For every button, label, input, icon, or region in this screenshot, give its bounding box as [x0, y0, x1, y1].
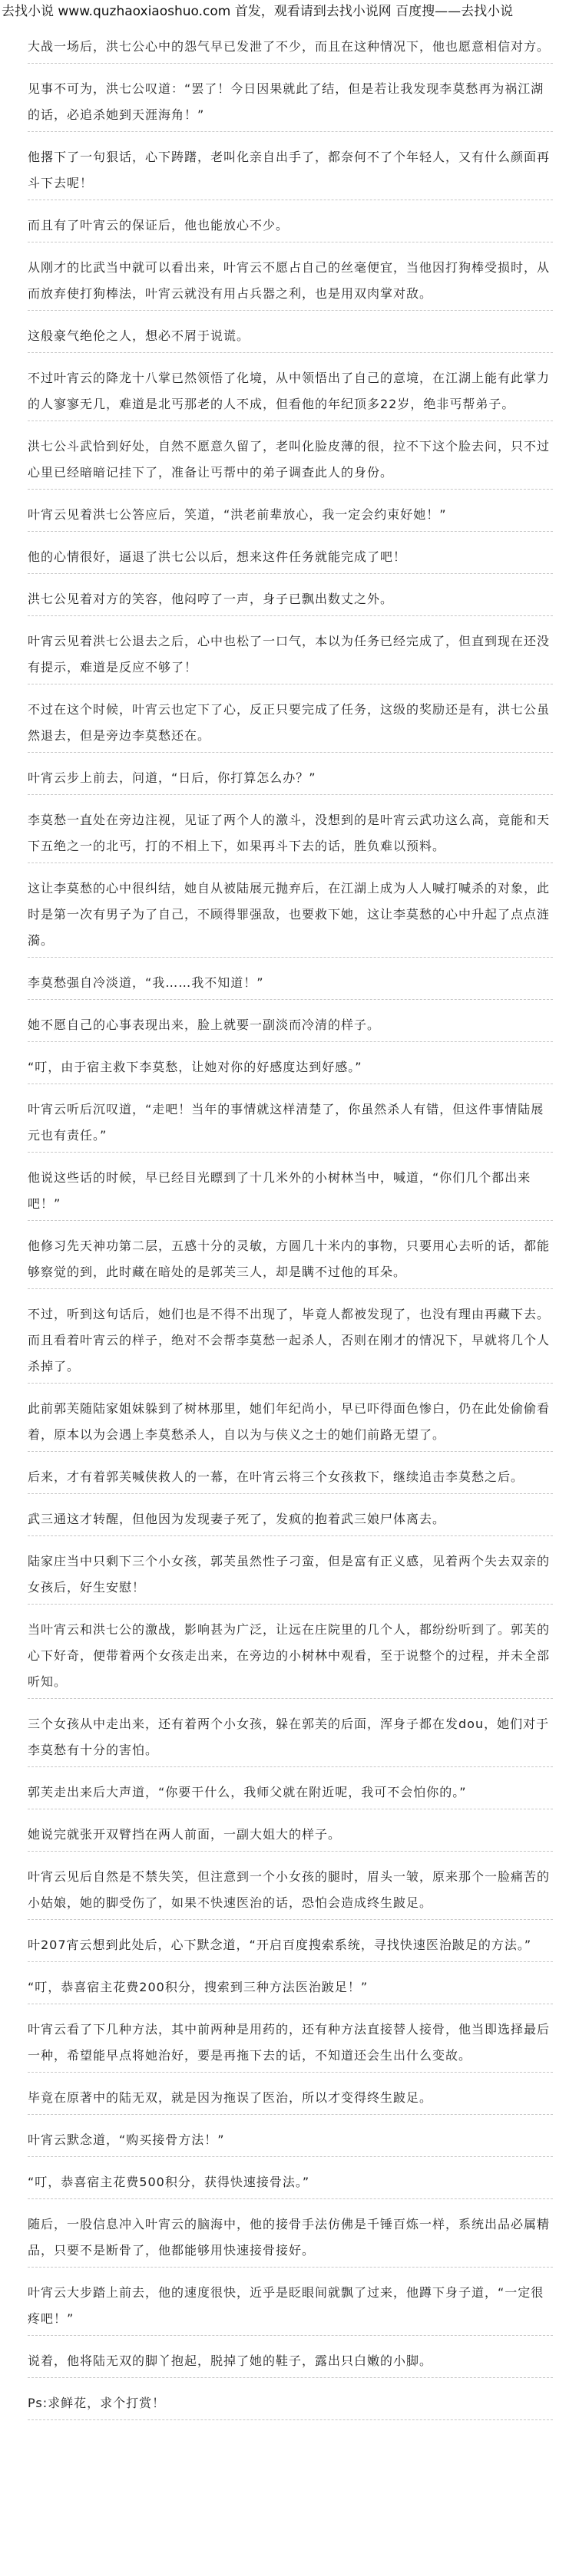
- paragraph: 她不愿自己的心事表现出来，脸上就要一副淡而冷清的样子。: [28, 1012, 553, 1042]
- paragraph: 后来，才有着郭芙喊侠救人的一幕，在叶宵云将三个女孩救下，继续追击李莫愁之后。: [28, 1464, 553, 1494]
- paragraph: 叶宵云听后沉叹道，“走吧！当年的事情就这样清楚了，你虽然杀人有错，但这件事情陆展元也有责任。”: [28, 1097, 553, 1153]
- paragraph: 叶宵云大步踏上前去，他的速度很快，近乎是眨眼间就飘了过来，他蹲下身子道，“一定很疼吧！”: [28, 2280, 553, 2336]
- site-banner: 去找小说 www.quzhaoxiaoshuo.com 首发，观看请到去找小说网 百度搜——去找小说: [2, 4, 514, 19]
- paragraph: 叶宵云默念道，“购买接骨方法！”: [28, 2127, 553, 2157]
- paragraph: 这让李莫愁的心中很纠结，她自从被陆展元抛弃后，在江湖上成为人人喊打喊杀的对象，此时是第一次有男子为了自己，不顾得罪强敌，也要救下她，这让李莫愁的心中升起了点点涟漪。: [28, 876, 553, 958]
- paragraph: 他撂下了一句狠话，心下踌躇，老叫化亲自出手了，都奈何不了个年轻人，又有什么颜面再斗下去呢！: [28, 144, 553, 200]
- paragraph: 当叶宵云和洪七公的激战，影响甚为广泛，让远在庄院里的几个人，都纷纷听到了。郭芙的心下好奇，便带着两个女孩走出来，在旁边的小树林中观看，至于说整个的过程，并未全部听知。: [28, 1617, 553, 1699]
- paragraph: 李莫愁一直处在旁边注视，见证了两个人的激斗，没想到的是叶宵云武功这么高，竟能和天下五绝之一的北丐，打的不相上下，如果再斗下去的话，胜负难以预料。: [28, 807, 553, 863]
- paragraph: “叮，恭喜宿主花费500积分，获得快速接骨法。”: [28, 2169, 553, 2199]
- paragraph: 李莫愁强自冷淡道，“我……我不知道！”: [28, 970, 553, 1000]
- author-note: Ps:求鲜花，求个打赏！: [28, 2390, 553, 2420]
- paragraph: 说着，他将陆无双的脚丫抱起，脱掉了她的鞋子，露出只白嫩的小脚。: [28, 2348, 553, 2378]
- paragraph: 毕竟在原著中的陆无双，就是因为拖误了医治，所以才变得终生跛足。: [28, 2085, 553, 2115]
- paragraph: 随后，一股信息冲入叶宵云的脑海中，他的接骨手法仿佛是千锤百炼一样，系统出品必属精品，只要不是断骨了，他都能够用快速接骨接好。: [28, 2212, 553, 2268]
- paragraph: 陆家庄当中只剩下三个小女孩，郭芙虽然性子刁蛮，但是富有正义感，见着两个失去双亲的女孩后，好生安慰！: [28, 1549, 553, 1605]
- paragraph: 三个女孩从中走出来，还有着两个小女孩，躲在郭芙的后面，浑身子都在发dou，她们对于李莫愁有十分的害怕。: [28, 1711, 553, 1767]
- paragraph: 大战一场后，洪七公心中的怨气早已发泄了不少，而且在这种情况下，他也愿意相信对方。: [28, 34, 553, 64]
- paragraph: “叮，恭喜宿主花费200积分，搜索到三种方法医治跛足！”: [28, 1974, 553, 2004]
- paragraph: 叶宵云见着洪七公答应后，笑道，“洪老前辈放心，我一定会约束好她！”: [28, 502, 553, 532]
- paragraph: 他修习先天神功第二层，五感十分的灵敏，方圆几十米内的事物，只要用心去听的话，都能够察觉的到，此时藏在暗处的是郭芙三人，却是瞒不过他的耳朵。: [28, 1233, 553, 1289]
- paragraph: 不过叶宵云的降龙十八掌已然领悟了化境，从中领悟出了自己的意境，在江湖上能有此掌力的人寥寥无几，难道是北丐那老的人不成，但看他的年纪顶多22岁，绝非丐帮弟子。: [28, 365, 553, 421]
- paragraph: 见事不可为，洪七公叹道：“罢了！今日因果就此了结，但是若让我发现李莫愁再为祸江湖的话，必追杀她到天涯海角！”: [28, 76, 553, 132]
- paragraph: 叶宵云看了下几种方法，其中前两种是用药的，还有种方法直接替人接骨，他当即选择最后一种，希望能早点将她治好，要是再拖下去的话，不知道还会生出什么变故。: [28, 2017, 553, 2073]
- paragraph: 从刚才的比武当中就可以看出来，叶宵云不愿占自己的丝毫便宜，当他因打狗棒受损时，从而放弃使打狗棒法，叶宵云就没有用占兵器之利，也是用双肉掌对敌。: [28, 255, 553, 311]
- chapter-text: [0, 23, 579, 2420]
- paragraph: 武三通这才转醒，但他因为发现妻子死了，发疯的抱着武三娘尸体离去。: [28, 1506, 553, 1536]
- paragraph: 她说完就张开双臂挡在两人前面，一副大姐大的样子。: [28, 1822, 553, 1852]
- paragraph: 不过在这个时候，叶宵云也定下了心，反正只要完成了任务，这级的奖励还是有，洪七公虽然退去，但是旁边李莫愁还在。: [28, 697, 553, 753]
- paragraph: 这般豪气绝伦之人，想必不屑于说谎。: [28, 323, 553, 353]
- paragraph: 而且有了叶宵云的保证后，他也能放心不少。: [28, 213, 553, 242]
- paragraph: 叶宵云见后自然是不禁失笑，但注意到一个小女孩的腿时，眉头一皱，原来那个一脸痛苦的小姑娘，她的脚受伤了，如果不快速医治的话，恐怕会造成终生跛足。: [28, 1864, 553, 1920]
- paragraph: 不过，听到这句话后，她们也是不得不出现了，毕竟人都被发现了，也没有理由再藏下去。而且看着叶宵云的样子，绝对不会帮李莫愁一起杀人，否则在刚才的情况下，早就将几个人杀掉了。: [28, 1301, 553, 1384]
- paragraph: 郭芙走出来后大声道，“你要干什么，我师父就在附近呢，我可不会怕你的。”: [28, 1779, 553, 1809]
- paragraph: 叶宵云见着洪七公退去之后，心中也松了一口气，本以为任务已经完成了，但直到现在还没有提示，难道是反应不够了！: [28, 628, 553, 684]
- paragraph: 洪七公见着对方的笑容，他闷哼了一声，身子已飘出数丈之外。: [28, 586, 553, 616]
- paragraph: 叶宵云步上前去，问道，“日后，你打算怎么办？”: [28, 765, 553, 795]
- paragraph: 洪七公斗武恰到好处，自然不愿意久留了，老叫化脸皮薄的很，拉不下这个脸去问，只不过心里已经暗暗记挂下了，准备让丐帮中的弟子调查此人的身份。: [28, 434, 553, 490]
- paragraph: 叶207宵云想到此处后，心下默念道，“开启百度搜索系统，寻找快速医治跛足的方法。”: [28, 1932, 553, 1962]
- paragraph: 他的心情很好，逼退了洪七公以后，想来这件任务就能完成了吧！: [28, 544, 553, 574]
- paragraph: 此前郭芙随陆家姐妹躲到了树林那里，她们年纪尚小，早已吓得面色惨白，仍在此处偷偷看着，原本以为会遇上李莫愁杀人，自以为与侠义之士的她们前路无望了。: [28, 1396, 553, 1452]
- paragraph: 他说这些话的时候，早已经目光瞟到了十几米外的小树林当中，喊道，“你们几个都出来吧！”: [28, 1165, 553, 1221]
- paragraph: “叮，由于宿主救下李莫愁，让她对你的好感度达到好感。”: [28, 1054, 553, 1084]
